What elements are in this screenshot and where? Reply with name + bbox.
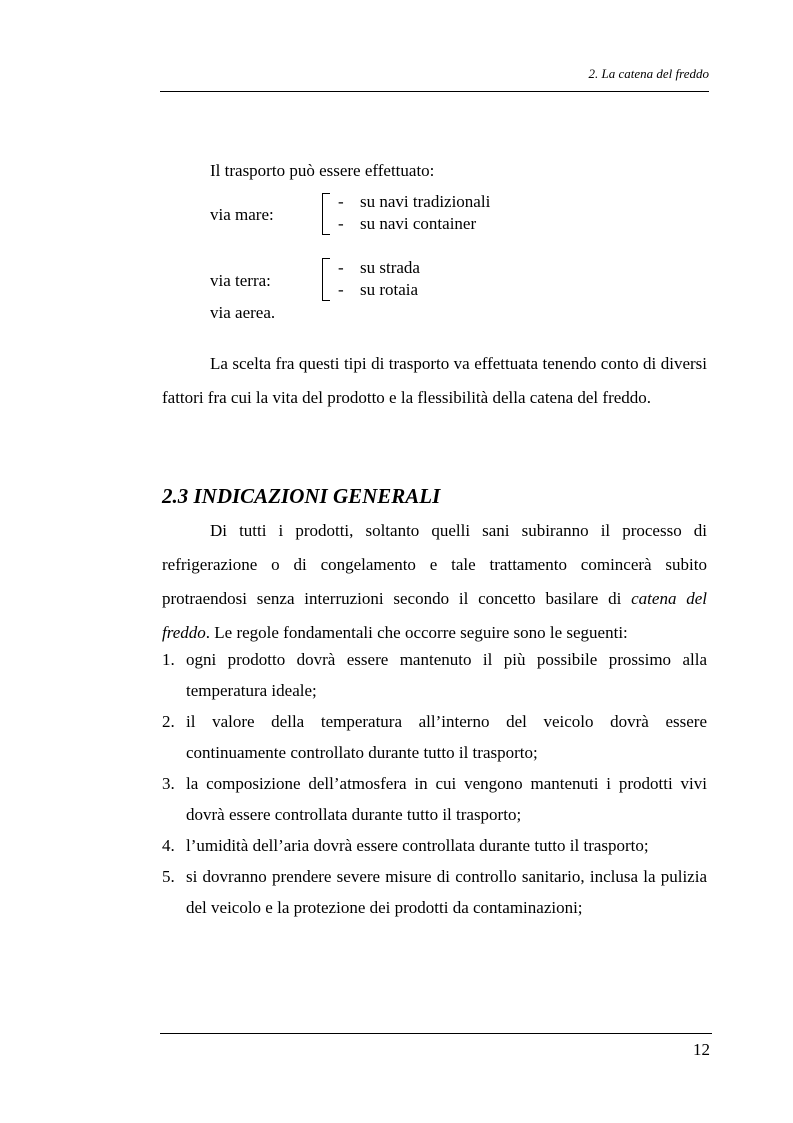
- list-item-number: 1.: [162, 650, 175, 669]
- land-item: [338, 257, 420, 278]
- list-item-number: 5.: [162, 867, 175, 886]
- dash-marker: -: [338, 192, 344, 211]
- section-intro: [162, 514, 707, 650]
- list-item-text: l’umidità dell’aria dovrà essere controllata durante tutto il trasporto;: [186, 836, 649, 855]
- section-intro-emphasis: catena del freddo: [162, 589, 707, 642]
- dash-marker: -: [338, 214, 344, 233]
- sea-item-label: su navi container: [360, 214, 477, 233]
- sea-item: [338, 191, 490, 212]
- transport-conclusion-text: La scelta fra questi tipi di trasporto va effettuata tenendo conto di diversi fattori fra cui la vita del prodotto e la flessibilità della catena del freddo.: [162, 354, 707, 407]
- list-item-text: la composizione dell’atmosfera in cui vengono mantenuti i prodotti vivi dovrà essere controllata durante tutto il trasporto;: [186, 774, 707, 824]
- list-item: [162, 861, 707, 923]
- list-item-text: ogni prodotto dovrà essere mantenuto il più possibile prossimo alla temperatura ideale;: [186, 650, 707, 700]
- header-rule: [160, 91, 709, 92]
- list-item: [162, 644, 707, 706]
- dash-marker: -: [338, 280, 344, 299]
- dash-marker: -: [338, 258, 344, 277]
- rules-list: [162, 644, 707, 923]
- list-item: [162, 830, 707, 861]
- list-item-text: si dovranno prendere severe misure di controllo sanitario, inclusa la pulizia del veicolo e la protezione dei prodotti da contaminazioni;: [186, 867, 707, 917]
- land-item-label: su rotaia: [360, 280, 419, 299]
- sea-bracket: [322, 193, 330, 235]
- air-label: via aerea.: [210, 303, 276, 322]
- list-item: [162, 768, 707, 830]
- page-number: 12: [693, 1040, 710, 1059]
- running-header: 2. La catena del freddo: [588, 66, 709, 81]
- section-intro-text-end: . Le regole fondamentali che occorre seguire sono le seguenti:: [205, 623, 628, 642]
- land-item-label: su strada: [360, 258, 420, 277]
- transport-intro: Il trasporto può essere effettuato:: [210, 161, 435, 180]
- land-item: [338, 279, 418, 300]
- land-label: via terra:: [210, 271, 271, 290]
- transport-conclusion: [162, 347, 707, 415]
- list-item-number: 4.: [162, 836, 175, 855]
- sea-item: [338, 213, 476, 234]
- sea-item-label: su navi tradizionali: [360, 192, 491, 211]
- list-item: [162, 706, 707, 768]
- land-bracket: [322, 258, 330, 301]
- section-heading: 2.3 INDICAZIONI GENERALI: [162, 484, 441, 508]
- list-item-text: il valore della temperatura all’interno del veicolo dovrà essere continuamente controllato durante tutto il trasporto;: [186, 712, 707, 762]
- section-intro-text: Di tutti i prodotti, soltanto quelli sani subiranno il processo di refrigerazione o di congelamento e tale trattamento comincerà subito protraendosi senza interruzioni secondo il concetto basilare di: [162, 521, 707, 608]
- list-item-number: 3.: [162, 774, 175, 793]
- footer-rule: [160, 1033, 712, 1034]
- list-item-number: 2.: [162, 712, 175, 731]
- sea-label: via mare:: [210, 205, 274, 224]
